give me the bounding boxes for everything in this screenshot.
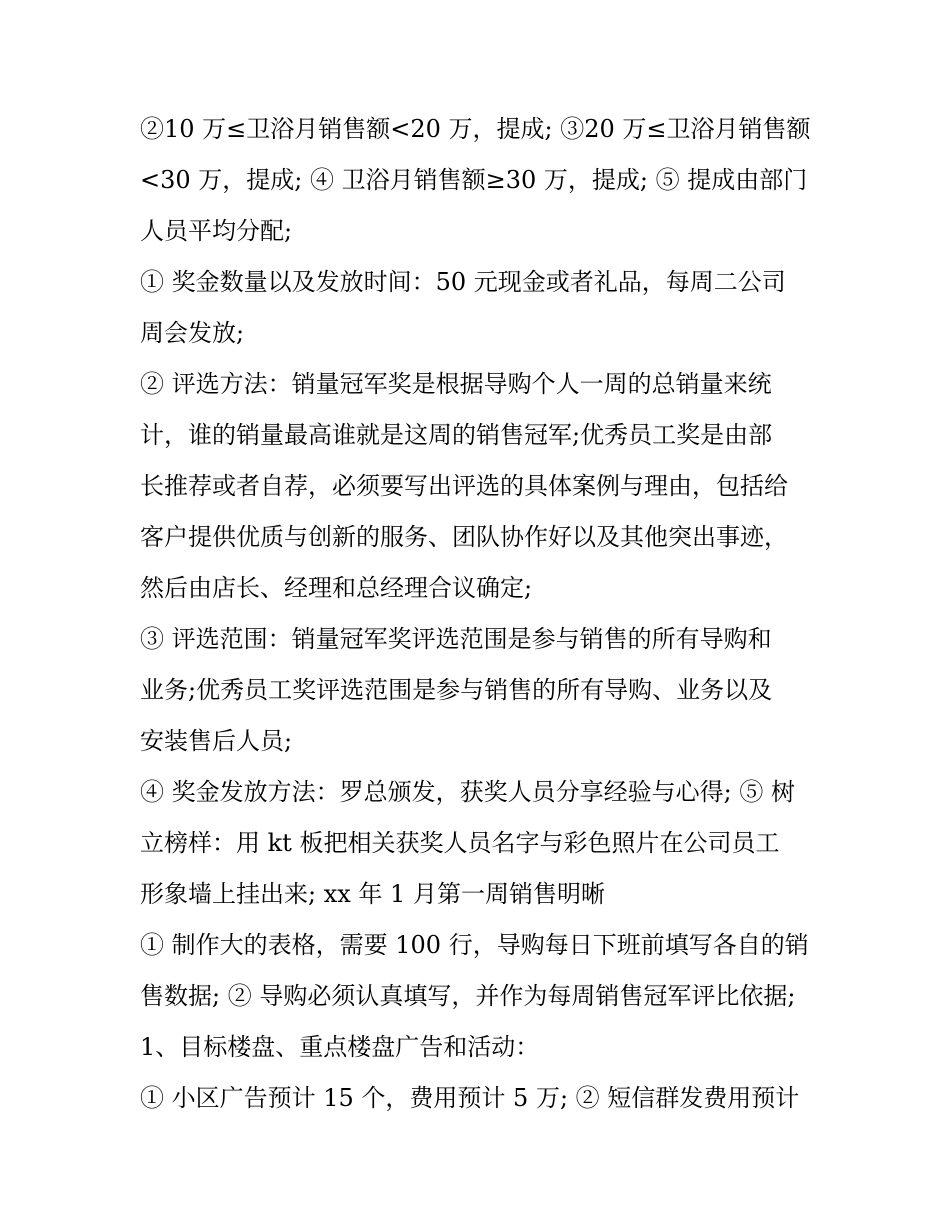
- text-line: 人员平均分配;: [140, 217, 293, 245]
- text-line: 安装售后人员;: [140, 727, 293, 755]
- text-line: 客户提供优质与创新的服务、团队协作好以及其他突出事迹，: [140, 523, 788, 551]
- text-line: 立榜样：用 kt 板把相关获奖人员名字与彩色照片在公司员工: [140, 829, 780, 857]
- text-line: 形象墙上挂出来; xx 年 1 月第一周销售明晰: [140, 880, 605, 908]
- text-line: 长推荐或者自荐，必须要写出评选的具体案例与理由，包括给: [140, 472, 788, 500]
- text-line: 1、目标楼盘、重点楼盘广告和活动：: [140, 1033, 540, 1061]
- text-line: ① 奖金数量以及发放时间：50 元现金或者礼品，每周二公司: [140, 268, 786, 296]
- text-line: <30 万，提成; ④ 卫浴月销售额≥30 万，提成; ⑤ 提成由部门: [140, 166, 808, 194]
- text-line: 售数据; ② 导购必须认真填写，并作为每周销售冠军评比依据;: [140, 982, 796, 1010]
- text-line: ③ 评选范围：销量冠军奖评选范围是参与销售的所有导购和: [140, 625, 772, 653]
- text-line: ① 小区广告预计 15 个，费用预计 5 万; ② 短信群发费用预计: [140, 1084, 800, 1112]
- text-line: ④ 奖金发放方法：罗总颁发，获奖人员分享经验与心得; ⑤ 树: [140, 778, 795, 806]
- text-line: ① 制作大的表格，需要 100 行，导购每日下班前填写各自的销: [140, 931, 809, 959]
- text-line: ②10 万≤卫浴月销售额<20 万，提成; ③20 万≤卫浴月销售额: [140, 115, 811, 143]
- text-line: 计，谁的销量最高谁就是这周的销售冠军;优秀员工奖是由部: [140, 421, 773, 449]
- text-line: 然后由店长、经理和总经理合议确定;: [140, 574, 533, 602]
- text-line: ② 评选方法：销量冠军奖是根据导购个人一周的总销量来统: [140, 370, 772, 398]
- text-line: 周会发放;: [140, 319, 245, 347]
- document-body: [140, 104, 820, 1124]
- text-line: 业务;优秀员工奖评选范围是参与销售的所有导购、业务以及: [140, 676, 773, 704]
